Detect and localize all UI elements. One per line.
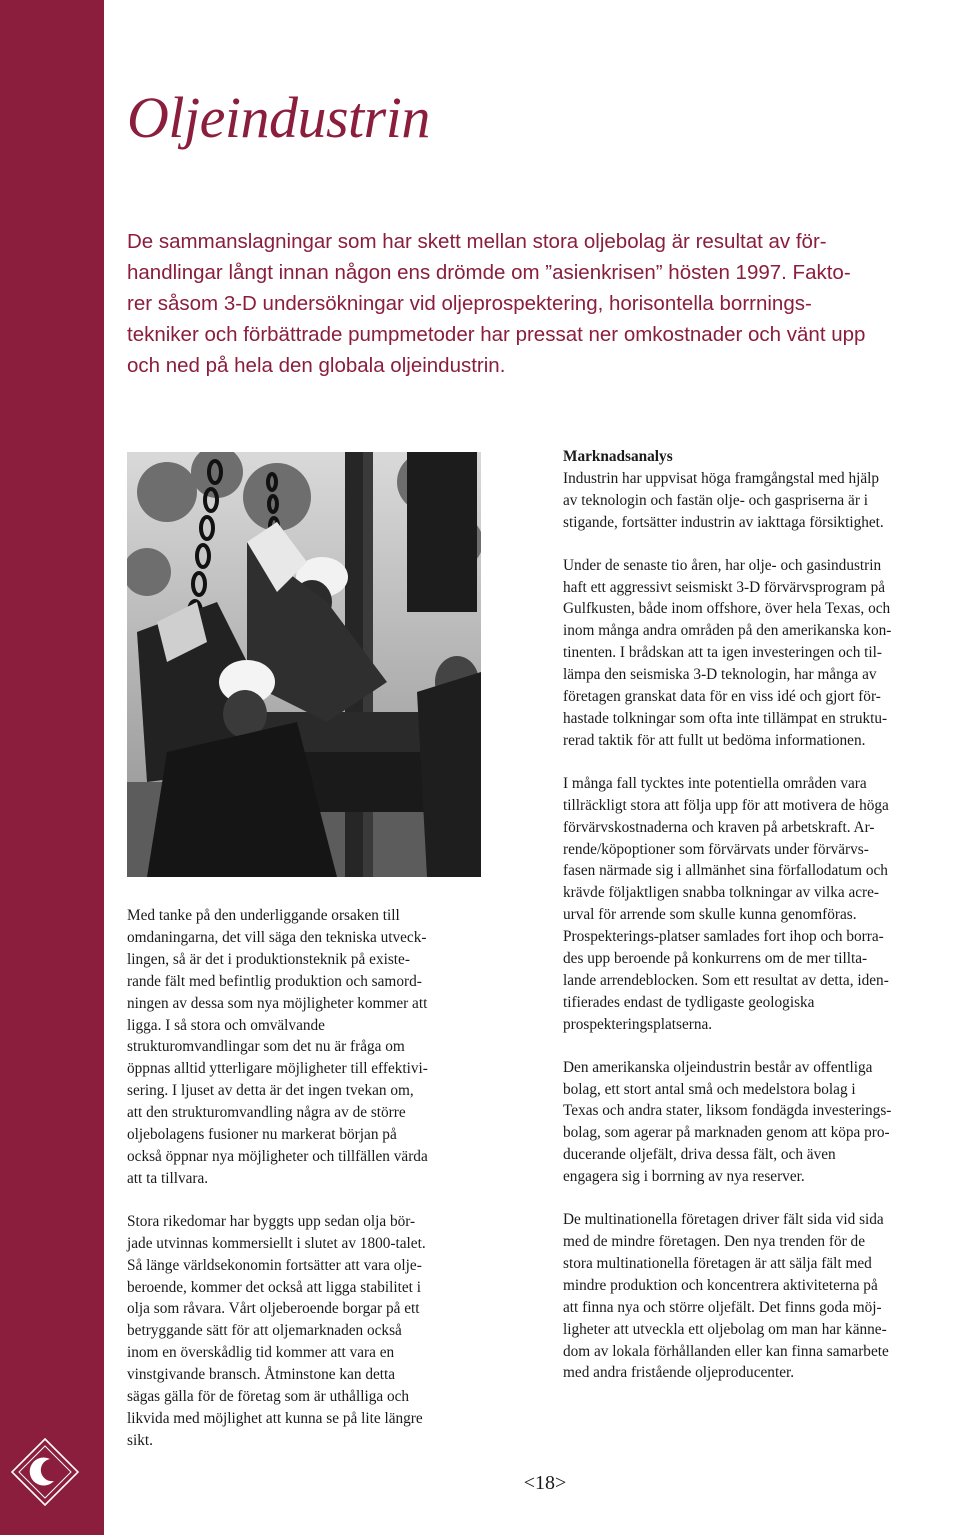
intro-paragraph: De sammanslagningar som har skett mellan stora oljebolag är resultat av för- handlingar långt innan någon ens drömde om ”asienkrisen” hösten 1997. Fakto- rer såsom 3-D undersökningar vid oljeprospektering, horisontella borrnings- tekniker och förbättrade pumpmetoder har pressat ner omkostnader och vänt upp och ned på hela den globala oljeindustrin. — [127, 230, 866, 377]
right-paragraph: De multinationella företagen driver fält sida vid sida med de mindre företagen. Den nya trenden för de stora multinationella företagen är att sälja fält med mindre produktion och koncentrera aktiviteterna på att finna nya och större oljefält. Det finns goda möj- ligheter att utveckla ett oljebolag om man har känne- dom av lokala förhållanden eller kan finna samarbete med andra fristående oljeproducenter. — [563, 1211, 889, 1382]
section-heading: Marknadsanalys — [563, 448, 673, 465]
page-title: Oljeindustrin — [127, 85, 430, 150]
right-column — [563, 446, 958, 1384]
left-paragraph: Med tanke på den underliggande orsaken till omdaningarna, det vill säga den tekniska utveck- lingen, så är det i produktionsteknik på existe- rande fält med befintlig produktion och samord- ningen av dessa som nya möjligheter kommer att ligga. I så stora och omvälvande strukturomvandlingar som det nu är fråga om öppnas alltid ytterligare möjligheter till effektivi- sering. I ljuset av detta är det ingen tvekan om, att den strukturomvandling några av de större oljebolagens fusioner nu markerat början på också öppnar nya möjligheter och tillfällen värda att ta tillvara. — [127, 907, 428, 1187]
left-paragraph: Stora rikedomar har byggts upp sedan olja bör- jade utvinnas kommersiellt i slutet av 1800-talet. Så länge världsekonomin fortsätter att vara olje- beroende, kommer det också att ligga stabilitet i olja som råvara. Vårt oljeberoende borgar på ett betryggande sätt för att oljemarknaden också inom en överskådlig tid kommer att vara en vinstgivande bransch. Åtminstone kan detta sägas gälla för de företag som är uthålliga och likvida med möjlighet att kunna se på lite längre sikt. — [127, 1212, 426, 1449]
right-paragraph: Industrin har uppvisat höga framgångstal med hjälp av teknologin och fastän olje- och gaspriserna är i stigande, fortsätter industrin av iakttaga försiktighet. — [563, 469, 884, 531]
left-column — [127, 905, 492, 1452]
right-paragraph: I många fall tycktes inte potentiella områden vara tillräckligt stora att följa upp för att motivera de höga förvärvskostnaderna och kraven på arbetskraft. Ar- rende/köpoptioner som förvärvats under förvärvs- fasen närmade sig i allmänhet sina förfallodatum och krävde följaktligen snabba tolkningar av vilka acre- urval för arrende som skulle kunna genomföras. Prospekterings-platser samlades fort ihop och borra- des upp beroende på konkurrens om de mer tillta- lande arrendeblocken. Som ett resultat av detta, iden- tifierades endast de tydligaste geologiska prospekteringsplatserna. — [563, 774, 889, 1033]
right-paragraph: Den amerikanska oljeindustrin består av offentliga bolag, ett stort antal små och medelstora bolag i Texas och andra stater, liksom fondägda investerings- bolag, som agerar på marknaden genom att köpa pro- ducerande oljefält, driva dessa fält, och även engagera sig i borrning av nya reserver. — [563, 1058, 892, 1186]
sidebar-band — [0, 0, 104, 1535]
oil-workers-photo — [127, 452, 481, 877]
right-paragraph: Under de senaste tio åren, har olje- och gasindustrin haft ett aggressivt seismiskt 3-D förvärvsprogram på Gulfkusten, både inom offshore, över hela Texas, och inom många andra områden på den amerikanska kon- tinenten. I brådskan att ta igen investeringen och til- lämpa den seismiska 3-D teknologin, har många av företagen granskat data för en viss idé och gjort för- hastade tolkningar som ofta inte tillämpat en struktu- rerad taktik för att fullt ut bedöma informationen. — [563, 556, 892, 749]
page-number: <18> — [523, 1472, 567, 1494]
